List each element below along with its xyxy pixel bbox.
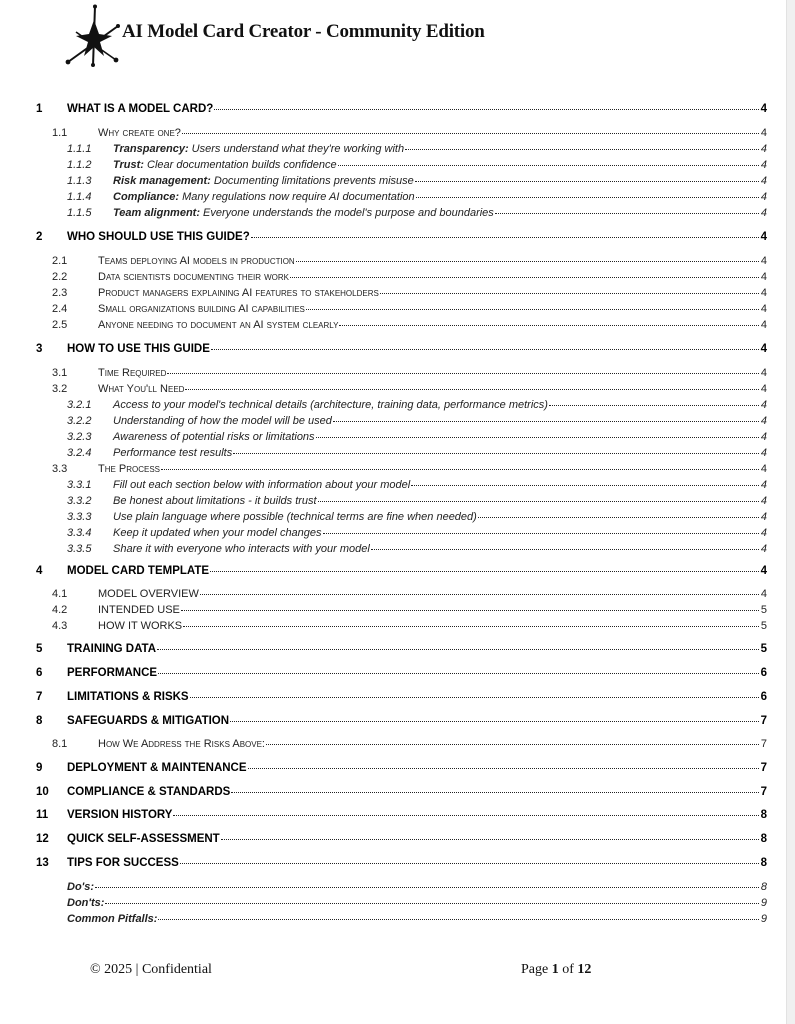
toc-entry-2-4[interactable] xyxy=(52,303,767,315)
toc-page: 4 xyxy=(760,431,767,443)
dot-leader xyxy=(333,420,759,422)
toc-entry-3-2[interactable] xyxy=(52,383,767,395)
page-total: 12 xyxy=(577,962,592,977)
toc-page: 4 xyxy=(760,383,767,395)
toc-entry-12[interactable] xyxy=(36,833,767,845)
toc-entry-7[interactable] xyxy=(36,691,767,703)
toc-title: Access to your model's technical details (architecture, training data, performance metrics) xyxy=(113,399,548,411)
toc-entry-5[interactable] xyxy=(36,643,767,655)
toc-number: 1.1.4 xyxy=(67,191,92,203)
toc-page: 4 xyxy=(760,463,767,475)
dot-leader xyxy=(158,672,759,674)
toc-entry-3-3-5[interactable] xyxy=(67,543,767,555)
toc-title: DEPLOYMENT & MAINTENANCE xyxy=(67,762,247,774)
toc-page: 5 xyxy=(760,620,767,632)
toc-page: 4 xyxy=(760,103,767,115)
toc-title: Why create one? xyxy=(98,127,181,139)
toc-number: 3.2.3 xyxy=(67,431,92,443)
toc-title: What You'll Need xyxy=(98,383,185,395)
dot-leader xyxy=(211,348,759,350)
toc-entry-2[interactable] xyxy=(36,231,767,243)
toc-page: 4 xyxy=(760,588,767,600)
toc-title: PERFORMANCE xyxy=(67,667,158,679)
toc-number: 2.5 xyxy=(52,319,68,331)
dot-leader xyxy=(549,404,759,406)
dot-leader xyxy=(214,108,758,110)
toc-number: 3.2.1 xyxy=(67,399,92,411)
toc-entry-3-1[interactable] xyxy=(52,367,767,379)
document-title: AI Model Card Creator - Community Edition xyxy=(122,21,485,42)
toc-number: 4.3 xyxy=(52,620,68,632)
toc-title: TIPS FOR SUCCESS xyxy=(67,857,179,869)
toc-title-bold: Risk management: xyxy=(113,175,211,187)
toc-entry-3-3-4[interactable] xyxy=(67,527,767,539)
dot-leader xyxy=(495,212,759,214)
toc-title: How We Address the Risks Above: xyxy=(98,738,265,750)
dot-leader xyxy=(183,625,759,627)
dot-leader xyxy=(200,593,759,595)
toc-page: 7 xyxy=(760,786,767,798)
toc-entry-3-3[interactable] xyxy=(52,463,767,475)
toc-title: Time Required xyxy=(98,367,167,379)
toc-entry-8-1[interactable] xyxy=(52,738,767,750)
toc-number: 9 xyxy=(36,762,43,774)
toc-entry-10[interactable] xyxy=(36,786,767,798)
dot-leader xyxy=(478,516,759,518)
dot-leader xyxy=(338,164,759,166)
dot-leader xyxy=(185,388,758,390)
toc-entry-1-1-2[interactable] xyxy=(67,159,767,171)
document-header xyxy=(62,4,485,68)
dot-leader xyxy=(323,532,759,534)
dot-leader xyxy=(180,862,759,864)
dot-leader xyxy=(161,468,759,470)
toc-entry-3-2-1[interactable] xyxy=(67,399,767,411)
dot-leader xyxy=(231,791,758,793)
toc-page: 4 xyxy=(760,527,767,539)
toc-title: Teams deploying AI models in production xyxy=(98,255,295,267)
toc-title-bold: Team alignment: xyxy=(113,207,200,219)
toc-entry-3[interactable] xyxy=(36,343,767,355)
toc-title-rest: Documenting limitations prevents misuse xyxy=(210,175,414,187)
toc-title: Understanding of how the model will be used xyxy=(113,415,332,427)
dot-leader xyxy=(210,570,759,572)
toc-title-bold: Compliance: xyxy=(113,191,180,203)
toc-title: QUICK SELF-ASSESSMENT xyxy=(67,833,220,845)
toc-page: 9 xyxy=(760,897,767,909)
toc-page: 4 xyxy=(760,343,767,355)
toc-title: HOW IT WORKS xyxy=(98,620,183,632)
dot-leader xyxy=(371,548,759,550)
toc-title: INTENDED USE xyxy=(98,604,180,616)
toc-page: 4 xyxy=(760,255,767,267)
toc-title: WHAT IS A MODEL CARD? xyxy=(67,103,214,115)
toc-number: 3.2 xyxy=(52,383,68,395)
toc-number: 3.3.3 xyxy=(67,511,92,523)
toc-number: 2.1 xyxy=(52,255,68,267)
dot-leader xyxy=(157,648,759,650)
dot-leader xyxy=(318,500,759,502)
toc-page: 4 xyxy=(760,543,767,555)
toc-title: WHO SHOULD USE THIS GUIDE? xyxy=(67,231,250,243)
toc-title: Do's: xyxy=(67,881,95,893)
dot-leader xyxy=(380,292,759,294)
toc-number: 4.1 xyxy=(52,588,68,600)
toc-number: 3.3.1 xyxy=(67,479,92,491)
toc-number: 3.3 xyxy=(52,463,68,475)
toc-number: 2.2 xyxy=(52,271,68,283)
toc-title: MODEL OVERVIEW xyxy=(98,588,199,600)
toc-title xyxy=(113,159,337,171)
dot-leader xyxy=(182,132,759,134)
toc-title-bold: Trust: xyxy=(113,159,144,171)
toc-page: 5 xyxy=(760,643,767,655)
toc-entry-pitfalls[interactable] xyxy=(67,913,767,925)
toc-page: 4 xyxy=(760,399,767,411)
toc-page: 4 xyxy=(760,231,767,243)
toc-number: 4.2 xyxy=(52,604,68,616)
toc-title xyxy=(113,191,415,203)
toc-number: 3.1 xyxy=(52,367,68,379)
dot-leader xyxy=(266,743,759,745)
toc-entry-4-1[interactable] xyxy=(52,588,767,600)
toc-title: Keep it updated when your model changes xyxy=(113,527,322,539)
toc-title: LIMITATIONS & RISKS xyxy=(67,691,189,703)
toc-number: 3.3.5 xyxy=(67,543,92,555)
toc-title: Performance test results xyxy=(113,447,233,459)
page-label: Page xyxy=(521,962,549,977)
toc-entry-2-1[interactable] xyxy=(52,255,767,267)
dot-leader xyxy=(105,902,758,904)
toc-page: 5 xyxy=(760,604,767,616)
toc-number: 2.4 xyxy=(52,303,68,315)
dot-leader xyxy=(181,609,759,611)
toc-entry-1-1-3[interactable] xyxy=(67,175,767,187)
toc-entry-1-1-4[interactable] xyxy=(67,191,767,203)
toc-title: Common Pitfalls: xyxy=(67,913,158,925)
toc-number: 2.3 xyxy=(52,287,68,299)
toc-title: SAFEGUARDS & MITIGATION xyxy=(67,715,230,727)
toc-title: Data scientists documenting their work xyxy=(98,271,289,283)
toc-title: HOW TO USE THIS GUIDE xyxy=(67,343,210,355)
toc-number: 11 xyxy=(36,809,49,821)
toc-page: 4 xyxy=(760,127,767,139)
toc-entry-2-3[interactable] xyxy=(52,287,767,299)
toc-title xyxy=(113,143,404,155)
copyright-notice: © 2025 | Confidential xyxy=(90,962,212,977)
toc-number: 3.2.4 xyxy=(67,447,92,459)
toc-page: 4 xyxy=(760,495,767,507)
dot-leader xyxy=(251,236,759,238)
dot-leader xyxy=(339,324,758,326)
toc-page: 4 xyxy=(760,319,767,331)
toc-title: The Process xyxy=(98,463,161,475)
toc-number: 3.3.4 xyxy=(67,527,92,539)
toc-page: 4 xyxy=(760,565,767,577)
toc-entry-1-1[interactable] xyxy=(52,127,767,139)
toc-entry-4-2[interactable] xyxy=(52,604,767,616)
toc-number: 3.2.2 xyxy=(67,415,92,427)
dot-leader xyxy=(190,696,759,698)
page-current: 1 xyxy=(551,962,559,977)
toc-title: TRAINING DATA xyxy=(67,643,157,655)
toc-title: VERSION HISTORY xyxy=(67,809,173,821)
toc-title: Share it with everyone who interacts with your model xyxy=(113,543,370,555)
toc-page: 6 xyxy=(760,691,767,703)
toc-title: Fill out each section below with information about your model xyxy=(113,479,411,491)
toc-page: 4 xyxy=(760,511,767,523)
toc-page: 4 xyxy=(760,447,767,459)
toc-number: 13 xyxy=(36,857,49,869)
toc-entry-4-3[interactable] xyxy=(52,620,767,632)
toc-number: 3 xyxy=(36,343,43,355)
dot-leader xyxy=(405,148,759,150)
toc-page: 7 xyxy=(760,762,767,774)
dot-leader xyxy=(167,372,758,374)
toc-entry-3-3-2[interactable] xyxy=(67,495,767,507)
toc-number: 1.1 xyxy=(52,127,68,139)
toc-page: 6 xyxy=(760,667,767,679)
page-edge xyxy=(786,0,795,1024)
toc-title xyxy=(113,207,494,219)
toc-entry-2-5[interactable] xyxy=(52,319,767,331)
toc-number: 1.1.3 xyxy=(67,175,92,187)
dot-leader xyxy=(95,886,759,888)
toc-number: 8 xyxy=(36,715,43,727)
toc-entry-1[interactable] xyxy=(36,103,767,115)
toc-entry-11[interactable] xyxy=(36,809,767,821)
toc-entry-1-1-5[interactable] xyxy=(67,207,767,219)
toc-page: 4 xyxy=(760,191,767,203)
toc-number: 1.1.1 xyxy=(67,143,92,155)
toc-page: 4 xyxy=(760,175,767,187)
toc-page: 4 xyxy=(760,287,767,299)
toc-entry-3-3-3[interactable] xyxy=(67,511,767,523)
toc-number: 12 xyxy=(36,833,49,845)
toc-title: Small organizations building AI capabilities xyxy=(98,303,305,315)
toc-number: 10 xyxy=(36,786,49,798)
dot-leader xyxy=(290,276,759,278)
toc-number: 1 xyxy=(36,103,43,115)
toc-page: 4 xyxy=(760,143,767,155)
toc-number: 5 xyxy=(36,643,43,655)
dot-leader xyxy=(233,452,759,454)
dot-leader xyxy=(411,484,759,486)
page-number xyxy=(521,962,591,978)
toc-page: 8 xyxy=(760,809,767,821)
toc-title: Don'ts: xyxy=(67,897,105,909)
toc-entry-2-2[interactable] xyxy=(52,271,767,283)
dot-leader xyxy=(221,838,759,840)
toc-entry-6[interactable] xyxy=(36,667,767,679)
dot-leader xyxy=(316,436,759,438)
toc-page: 4 xyxy=(760,415,767,427)
toc-page: 4 xyxy=(760,479,767,491)
toc-entry-1-1-1[interactable] xyxy=(67,143,767,155)
toc-title: Awareness of potential risks or limitations xyxy=(113,431,315,443)
dot-leader xyxy=(306,308,759,310)
toc-title xyxy=(113,175,414,187)
toc-entry-donts[interactable] xyxy=(67,897,767,909)
toc-title: MODEL CARD TEMPLATE xyxy=(67,565,210,577)
toc-title: Use plain language where possible (technical terms are fine when needed) xyxy=(113,511,477,523)
dot-leader xyxy=(416,196,759,198)
toc-number: 1.1.2 xyxy=(67,159,92,171)
toc-title-rest: Clear documentation builds confidence xyxy=(143,159,337,171)
toc-page: 4 xyxy=(760,271,767,283)
dot-leader xyxy=(415,180,759,182)
toc-number: 3.3.2 xyxy=(67,495,92,507)
toc-entry-dos[interactable] xyxy=(67,881,767,893)
toc-number: 6 xyxy=(36,667,43,679)
toc-entry-9[interactable] xyxy=(36,762,767,774)
dot-leader xyxy=(248,767,759,769)
toc-entry-3-3-1[interactable] xyxy=(67,479,767,491)
toc-page: 8 xyxy=(760,833,767,845)
toc-number: 7 xyxy=(36,691,43,703)
toc-page: 4 xyxy=(760,159,767,171)
toc-number: 8.1 xyxy=(52,738,68,750)
toc-entry-8[interactable] xyxy=(36,715,767,727)
toc-number: 4 xyxy=(36,565,43,577)
toc-page: 4 xyxy=(760,207,767,219)
toc-page: 4 xyxy=(760,303,767,315)
toc-entry-3-2-2[interactable] xyxy=(67,415,767,427)
toc-title: Be honest about limitations - it builds trust xyxy=(113,495,317,507)
toc-number: 2 xyxy=(36,231,43,243)
toc-entry-13[interactable] xyxy=(36,857,767,869)
toc-title-rest: Everyone understands the model's purpose and boundaries xyxy=(200,207,494,219)
dot-leader xyxy=(158,918,758,920)
toc-entry-4[interactable] xyxy=(36,565,767,577)
toc-page: 4 xyxy=(760,367,767,379)
dot-leader xyxy=(173,814,758,816)
dot-leader xyxy=(230,720,759,722)
toc-number: 1.1.5 xyxy=(67,207,92,219)
toc-title: Anyone needing to document an AI system clearly xyxy=(98,319,339,331)
toc-title: Product managers explaining AI features to stakeholders xyxy=(98,287,379,299)
star-logo-icon xyxy=(62,4,124,68)
toc-page: 7 xyxy=(760,738,767,750)
toc-page: 9 xyxy=(760,913,767,925)
toc-entry-3-2-3[interactable] xyxy=(67,431,767,443)
toc-page: 8 xyxy=(760,881,767,893)
toc-page: 8 xyxy=(760,857,767,869)
toc-title: COMPLIANCE & STANDARDS xyxy=(67,786,231,798)
dot-leader xyxy=(296,260,759,262)
toc-page: 7 xyxy=(760,715,767,727)
toc-title-rest: Users understand what they're working with xyxy=(188,143,405,155)
toc-title-rest: Many regulations now require AI documentation xyxy=(179,191,415,203)
page-of: of xyxy=(562,962,574,977)
toc-title-bold: Transparency: xyxy=(113,143,189,155)
toc-entry-3-2-4[interactable] xyxy=(67,447,767,459)
